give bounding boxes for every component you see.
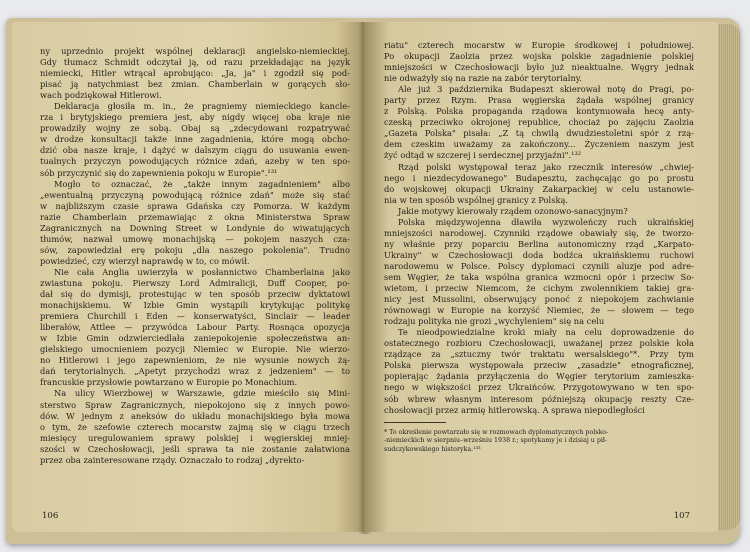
- footnote-rule: [384, 422, 446, 423]
- text-line: wach podziękował Hitlerowi.: [40, 90, 162, 101]
- text-line: Ukrainy" w Czechosłowacji doda bodźca ukraińskiemu ruchowi: [384, 249, 694, 260]
- text-line: zwiastuna pokoju. Pierwszy Lord Admiralicji, Duff Cooper, po-: [40, 277, 350, 288]
- text-line: Na ulicy Wierzbowej w Warszawie, gdzie mieściło się Mini-: [54, 388, 350, 399]
- text-line: w Izbie Gmin odzwierciedlała zaniepokojenie społeczeństwa an-: [40, 333, 350, 344]
- text-line: ny uprzednio projekt wspólnej deklaracji angielsko-niemieckiej.: [40, 46, 350, 56]
- text-line: tualnych przyczyn powodujących różnice zdań, azeby w ten spo-: [40, 156, 350, 167]
- text-line: liberałów, Attlee — przywódca Labour Party. Rosnąca opozycja: [40, 322, 350, 333]
- page-edges: [718, 24, 740, 530]
- text-line: Polska pierwsza występowała przeciw „zasadzie" etnograficznej,: [384, 360, 694, 371]
- text-line: riatu" czterech mocarstw w Europie środkowej i południowej.: [384, 40, 694, 50]
- footnote: [384, 429, 694, 455]
- text-line: no Hitlerowi i jego zapewnieniom, że nie wysunie nowych żą-: [40, 355, 350, 366]
- text-line: nego i niezdecydowanego" Budapesztu, zachęcając go po prostu: [384, 172, 694, 183]
- text-line: sem Węgier, że taka wspólna granica wzmocni opór i przeciw So-: [384, 271, 694, 282]
- text-line: Po okupacji Zaolzia przez wojska polskie zagadnienie polskiej: [384, 51, 694, 62]
- open-book: [6, 18, 740, 544]
- text-line: gielskiego umocnieniem pozycji Niemiec w Europie. Nie wierzo-: [40, 344, 350, 355]
- text-line: Jakie motywy kierowały rządem ozonowo-sanacyjnym?: [398, 205, 628, 216]
- text-line: Gdy tłumacz Schmidt odczytał ją, od razu przekładając na język: [40, 57, 350, 68]
- text-line: rza i brytyjskiego premiera jest, aby nigdy więcej oba kraje nie: [40, 112, 350, 123]
- text-line: rządzące za „sztuczny twór traktatu wersalskiego"*. Przy tym: [384, 349, 694, 360]
- text-line: francuskie przysłowie powtarzano w Europie po Monachium.: [40, 377, 298, 388]
- text-line: „Gazeta Polska" pisała: „Z tą chwilą dwudziestoletni spór z rzą-: [384, 128, 694, 139]
- text-line: Deklaracja głosiła m. in., że pragniemy niemieckiego kancle-: [54, 101, 350, 112]
- text-line: Polska międzywojenna dławiła wyzwoleńczy ruch ukraińskiej: [398, 216, 694, 227]
- text-line: przez oba zainteresowane rządy. Oznaczało to rodzaj „dyrekto-: [40, 454, 305, 465]
- text-line: ny właśnie przy poparciu Berlina autonomiczny rząd „Karpato-: [384, 238, 694, 249]
- left-page: [12, 22, 364, 532]
- text-line: Mogło to oznaczać, że „także innym zagadnieniem" albo: [54, 178, 350, 189]
- text-line: sób przyczynić się do zapewnienia pokoju w Europie".¹³¹: [40, 167, 278, 178]
- text-line: Rząd polski występował teraz jako rzecznik interesów „chwiej-: [398, 161, 694, 172]
- text-line: Zagranicznych na Downing Street w Londynie do wiwatujących: [40, 222, 350, 233]
- text-line: ostatecznego rozbioru Czechosłowacji, uważanej przez polskie koła: [384, 338, 694, 349]
- text-line: dem czeskim uważamy za zakończony... Życzeniem naszym jest: [384, 139, 694, 150]
- text-line: dzić oba nasze kraje, i dążyć w dalszym ciągu do usuwania ewen-: [40, 145, 350, 156]
- text-line: nie odważyły się na razie na zabór terytorialny.: [384, 73, 583, 84]
- text-line: mniejszości w Czechosłowacji było już nieaktualne. Węgry jednak: [384, 62, 694, 73]
- text-line: dań terytorialnych. „Apetyt przychodzi wraz z jedzeniem" — to: [40, 366, 350, 377]
- right-page: [364, 22, 720, 532]
- text-line: pisać ją natychmiast bez zmian. Chamberlain w gorących sło-: [40, 79, 350, 90]
- right-page-text: [384, 40, 694, 416]
- footnote-line: -niemieckich w sierpniu–wrześniu 1938 r.; spotykamy je i dzisiaj u pił-: [384, 437, 608, 445]
- text-line: razie Chamberlain przemawiając z okna Ministerstwa Spraw: [40, 211, 350, 222]
- right-page-number: 107: [673, 510, 690, 521]
- text-line: Ale już 3 października Budapeszt skierował notę do Pragi, po-: [398, 84, 694, 95]
- footnote-line: * To określenie powtarzało się w rozmowach dyplomatycznych polsko-: [384, 428, 609, 436]
- text-line: równowagi w Europie na korzyść Niemiec, że — słowem — tego: [384, 305, 694, 316]
- footnote-line: sudczykowskiego historyka.¹³³: [384, 445, 481, 453]
- text-line: niemiecki, Hitler wtrącał aprobująco: „Ja, ja" i zgodził się pod-: [40, 68, 350, 79]
- text-line: szości w Czechosłowacji, jeśli sprawa ta nie zostanie załatwiona: [40, 443, 350, 454]
- text-line: powiedzieć, czy wierzył naprawdę w to, co mówił.: [40, 255, 250, 266]
- text-line: sów, zapowiedział erę pokoju „dla naszego pokolenia". Trudno: [40, 244, 350, 255]
- text-line: dów. W jednym z aneksów do układu monachijskiego była mowa: [40, 410, 350, 421]
- text-line: wietom, i przeciw Niemcom, że cichym zwolennikiem takiej gra-: [384, 283, 694, 294]
- text-line: Nie cała Anglia uwierzyła w posłannictwo Chamberlaina jako: [54, 266, 350, 277]
- text-line: z Polską. Polska propaganda rządowa kontynuowała hecę anty-: [384, 106, 694, 117]
- text-line: w drodze konsultacji także inne zagadnienia, które mogą obcho-: [40, 134, 350, 145]
- left-page-number: 106: [42, 510, 59, 521]
- text-line: nego w większości przez Ukraińców. Przygotowywano w ten spo-: [384, 382, 694, 393]
- text-line: premiera Churchill i Eden — konserwatyści, Sinclair — leader: [40, 311, 350, 322]
- text-line: rodzaju polityka nie grozi „wychyleniem" się na celu: [384, 316, 605, 327]
- text-line: party przez Rzym. Prasa węgierska żądała wspólnej granicy: [384, 95, 694, 106]
- text-line: tłumów, nazwał umowę monachijską — pokojem naszych cza-: [40, 233, 350, 244]
- text-line: sób wbrew własnym interesom późniejszą okupację reszty Cze-: [384, 393, 694, 404]
- text-line: sterstwo Spraw Zagranicznych, niepokojono się z innych powo-: [40, 399, 350, 410]
- text-line: „ewentualną przyczyną powodującą różnice zdań" może się stać: [40, 189, 350, 200]
- text-line: mniejszości narodowej. Czynniki rządowe obawiały się, że tworzo-: [384, 227, 694, 238]
- text-line: żyć odtąd w szczerej i serdecznej przyjaźni".¹³²: [384, 150, 582, 161]
- text-line: nia w ten sposób wspólnej granicy z Polską.: [384, 194, 569, 205]
- text-line: czeską przeciwko okrojonej republice, chociaż po zajęciu Zaolzia: [384, 117, 694, 128]
- text-line: dał się do dymisji, protestując w ten sposób przeciw dyktatowi: [40, 289, 350, 300]
- text-line: w najbliższym czasie sprawa Gdańska czy Pomorza. W każdym: [40, 200, 350, 211]
- text-line: do wojskowej okupacji Ukrainy Zakarpackiej w celu ustanowie-: [384, 183, 694, 194]
- text-line: popierając żądania przyłączenia do Węgier terytorium zamieszka-: [384, 371, 694, 382]
- text-line: prowadziły wojny ze sobą. Obaj są „zdecydowani rozpatrywać: [40, 123, 350, 134]
- text-line: miesięcy uregulowaniem sprawy polskiej i węgierskiej mniej-: [40, 432, 350, 443]
- text-line: o tym, że szefowie czterech mocarstw zajmą się w ciągu trzech: [40, 421, 350, 432]
- text-line: Te nieodpowiedzialne kroki miały na celu doprowadzenie do: [398, 327, 694, 338]
- text-line: narodowemu w Polsce. Polscy dyplomaci czynili aluzje pod adre-: [384, 260, 694, 271]
- text-line: chosłowacji przez armię hitlerowską. A sprawa niepodległości: [384, 404, 645, 415]
- left-page-text: [40, 46, 350, 466]
- text-line: nicy jest Mussolini, obserwujący ponoć z niepokojem zachwianie: [384, 294, 694, 305]
- text-line: monachijskiemu. W Izbie Gmin wystąpili krytykując politykę: [40, 300, 350, 311]
